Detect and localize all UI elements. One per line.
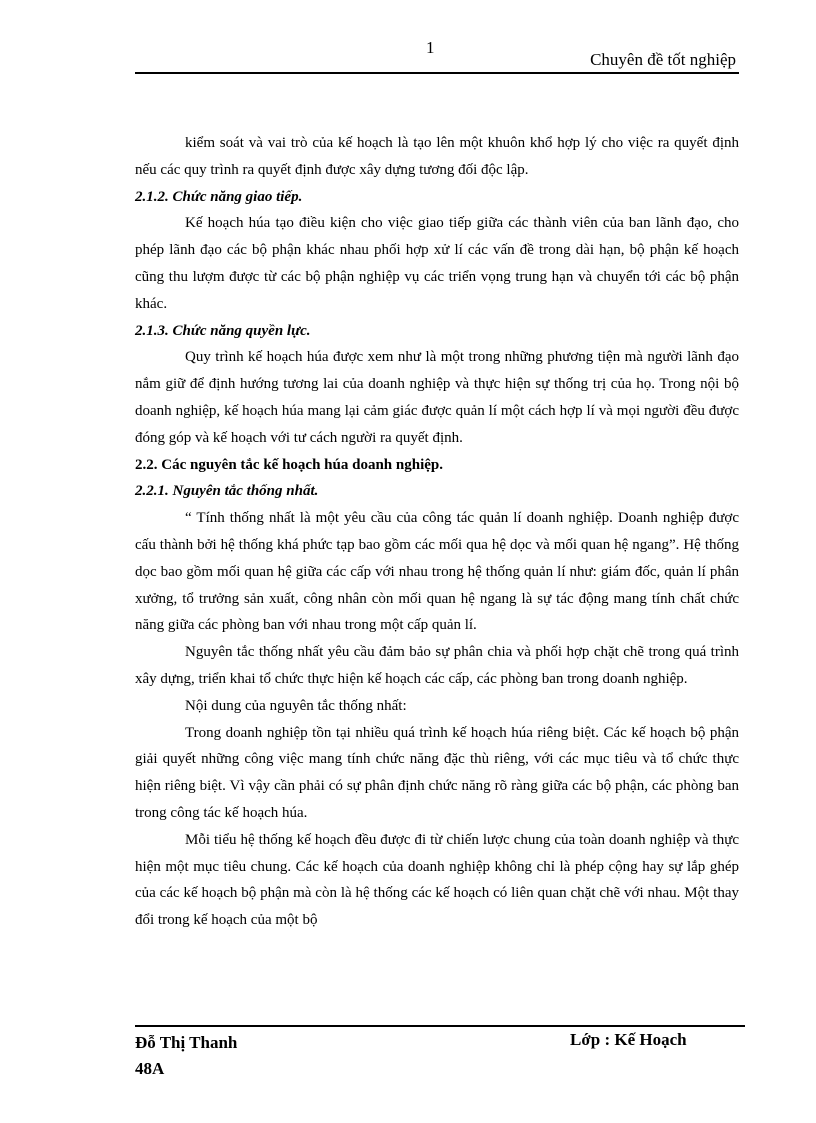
body-paragraph: Trong doanh nghiệp tồn tại nhiều quá trình kế hoạch húa riêng biệt. Các kế hoạch bộ phận giải quyết những công việc mang tính chức năng đặc thù riêng, với các mục tiêu và tổ chức thực hiện riêng biệt. Vì vậy cần phải có sự phân định chức năng rõ ràng giữa các bộ phận, các phòng ban trong công tác kế hoạch húa.: [135, 724, 739, 821]
footer-author-suffix: 48A: [135, 1059, 165, 1078]
body-paragraph: Kế hoạch húa tạo điều kiện cho việc giao tiếp giữa các thành viên của ban lãnh đạo, cho phép lãnh đạo các bộ phận khác nhau phối hợp xử lí các vấn đề trong dài hạn, bộ phận kế hoạch cũng thu lượm được từ các bộ phận nghiệp vụ các triển vọng trung hạn và chuyển tới các bộ phận khác.: [135, 215, 739, 312]
footer-author: [135, 1030, 237, 1082]
section-heading: 2.1.2. Chức năng giao tiếp.: [135, 188, 303, 205]
body-paragraph: kiểm soát và vai trò của kế hoạch là tạo lên một khuôn khổ hợp lý cho việc ra quyết định nếu các quy trình ra quyết định được xây dựng tương đối độc lập.: [135, 135, 739, 178]
body-paragraph: Nội dung của nguyên tắc thống nhất:: [185, 697, 407, 714]
body-paragraph: Nguyên tắc thống nhất yêu cầu đảm bảo sự phân chia và phối hợp chặt chẽ trong quá trình xây dựng, triển khai tổ chức thực hiện kế hoạch các cấp, các phòng ban trong doanh nghiệp.: [135, 644, 739, 687]
page-number: 1: [426, 38, 435, 57]
body-paragraph: Mỗi tiểu hệ thống kế hoạch đều được đi từ chiến lược chung của toàn doanh nghiệp và thực hiện một mục tiêu chung. Các kế hoạch của doanh nghiệp không chỉ là phép cộng hay sự lắp ghép của các kế hoạch bộ phận mà còn là hệ thống các kế hoạch có liên quan chặt chẽ với nhau. Một thay đổi trong kế hoạch của một bộ: [135, 831, 739, 929]
body-paragraph: Quy trình kế hoạch húa được xem như là một trong những phương tiện mà người lãnh đạo nắm giữ để định hướng tương lai của doanh nghiệp và thực hiện sự thống trị của họ. Trong nội bộ doanh nghiệp, kế hoạch húa mang lại cảm giác được quản lí một cách hợp lí và mọi người đều được đóng góp và kế hoạch với tư cách người ra quyết định.: [135, 349, 739, 446]
header-rule: [135, 72, 739, 74]
section-heading: 2.2. Các nguyên tắc kế hoạch húa doanh nghiệp.: [135, 456, 443, 473]
footer-rule: [135, 1025, 745, 1027]
document-body: [135, 130, 739, 934]
section-heading: 2.1.3. Chức năng quyền lực.: [135, 322, 311, 339]
body-paragraph: “ Tính thống nhất là một yêu cầu của công tác quản lí doanh nghiệp. Doanh nghiệp được cấu thành bởi hệ thống khá phức tạp bao gồm các mối qua hệ dọc và mối quan hệ ngang”. Hệ thống dọc bao gồm mối quan hệ giữa các cấp với nhau trong hệ thống quản lí như: giám đốc, quản lí phân xưởng, tổ trưởng sản xuất, công nhân còn mối quan hệ ngang là sự tác động mang tính chất chức năng giữa các phòng ban với nhau trong một cấp quản lí.: [135, 510, 739, 634]
footer-author-name: Đỗ Thị Thanh: [135, 1033, 238, 1052]
footer-class: Lớp : Kế Hoạch: [570, 1030, 687, 1049]
section-heading: 2.2.1. Nguyên tắc thống nhất.: [135, 483, 319, 500]
header-title: Chuyên đề tốt nghiệp: [590, 50, 736, 69]
